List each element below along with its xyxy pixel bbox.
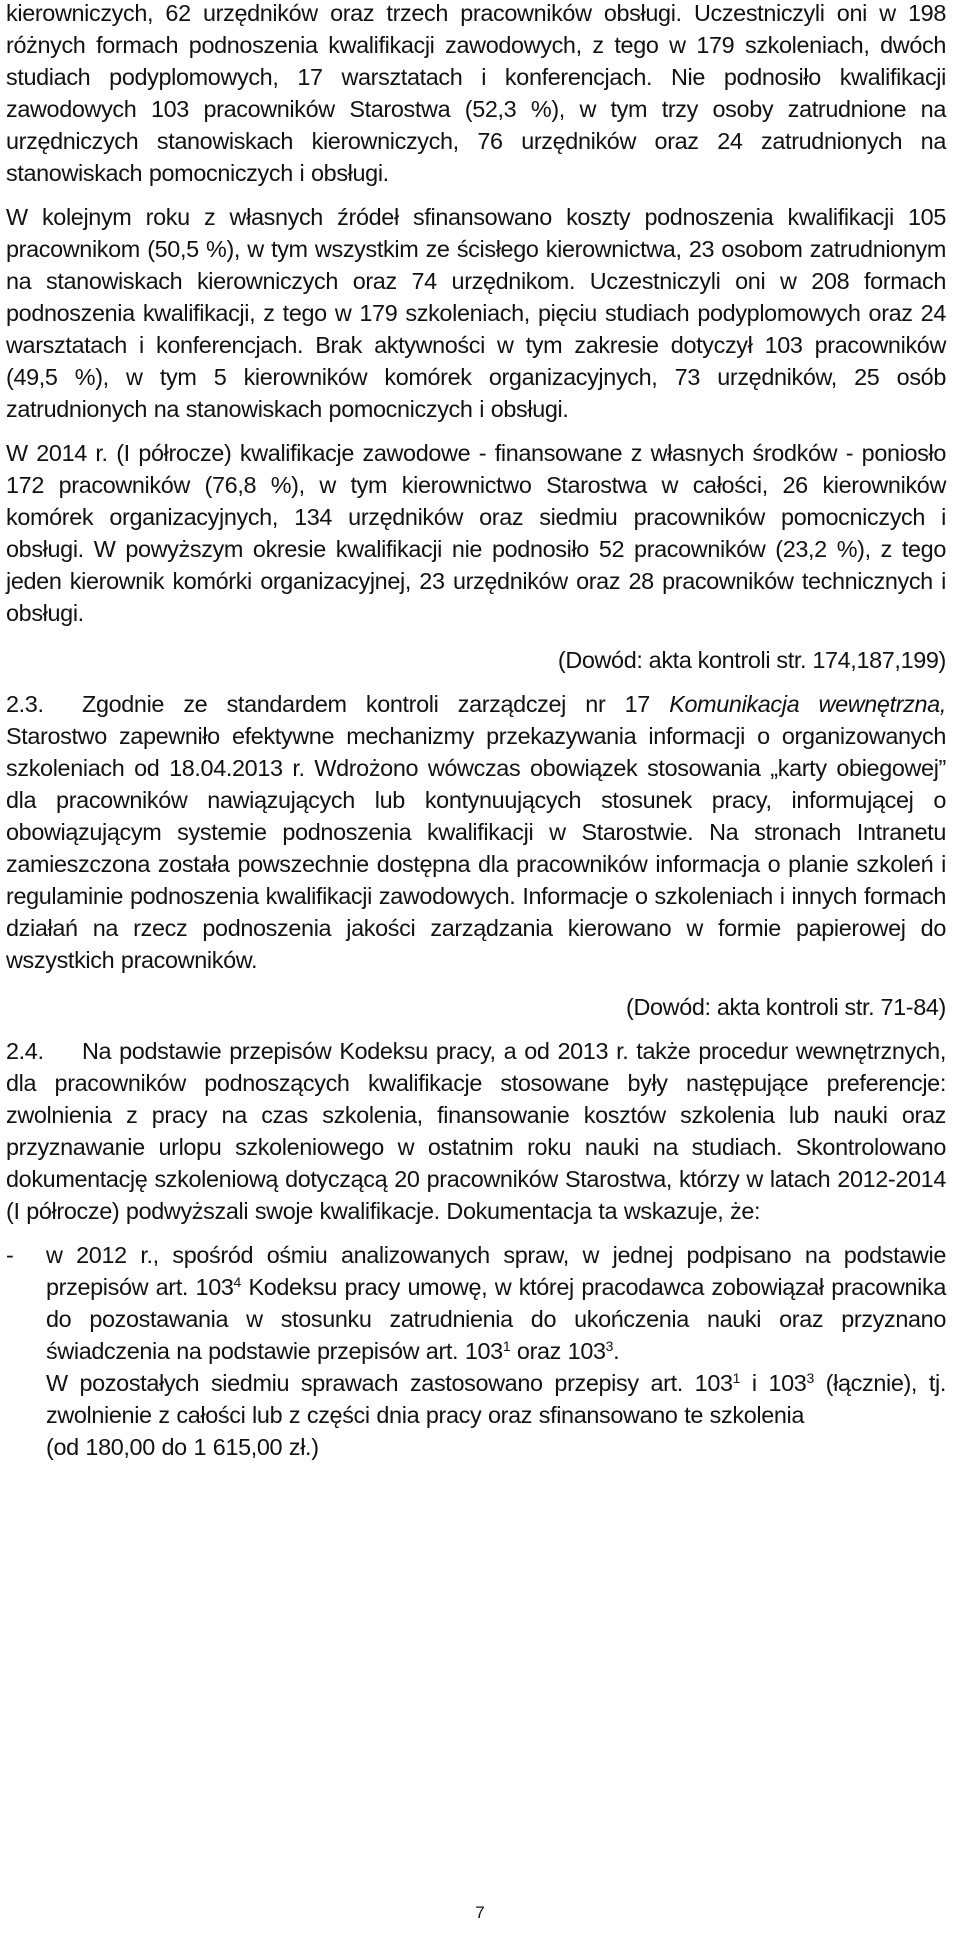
list-item-body bbox=[46, 1239, 946, 1463]
superscript: 4 bbox=[233, 1274, 241, 1290]
list-text-b3: (łącznie), tj. zwolnienie z całości lub z części dnia pracy oraz sfinansowano te szkolenia bbox=[46, 1370, 946, 1428]
list-item-amount: (od 180,00 do 1 615,00 zł.) bbox=[46, 1434, 319, 1460]
section-number: 2.3. bbox=[6, 691, 44, 717]
section-text: Na podstawie przepisów Kodeksu pracy, a od 2013 r. także procedur wewnętrznych, dla pracowników podnoszących kwalifikacje stosowane były następujące preferencje: zwolnienia z pracy na czas szkolenia, finansowanie kosztów szkolenia lub nauki oraz przyznawanie urlopu szkoleniowego w ostatnim roku nauki na studiach. Skontrolowano dokumentację szkoleniową dotyczącą 20 pracowników Starostwa, którzy w latach 2012-2014 (I półrocze) podwyższali swoje kwalifikacje. Dokumentacja ta wskazuje, że: bbox=[6, 1038, 946, 1224]
standard-title: Komunikacja wewnętrzna, bbox=[669, 691, 946, 717]
list-text-a1: w 2012 r., spośród ośmiu analizowanych spraw, w jednej podpisano na podstawie przepisów art. 103 bbox=[46, 1242, 946, 1300]
list-text-a3: oraz 103 bbox=[510, 1338, 606, 1364]
section-2-3 bbox=[6, 688, 946, 976]
paragraph-training-2012: kierowniczych, 62 urzędników oraz trzech pracowników obsługi. Uczestniczyli oni w 198 różnych formach podnoszenia kwalifikacji zawodowych, z tego w 179 szkoleniach, dwóch studiach podyplomowych, 17 warsztatach i konferencjach. Nie podnosiło kwalifikacji zawodowych 103 pracowników Starostwa (52,3 %), w tym trzy osoby zatrudnione na urzędniczych stanowiskach kierowniczych, 76 urzędników oraz 24 zatrudnionych na stanowiskach pomocniczych i obsługi. bbox=[6, 0, 946, 186]
list-text-a4: . bbox=[613, 1338, 620, 1364]
section-number: 2.4. bbox=[6, 1038, 44, 1064]
paragraph-training-2013: W kolejnym roku z własnych źródeł sfinansowano koszty podnoszenia kwalifikacji 105 pracownikom (50,5 %), w tym wszystkim ze ścisłego kierownictwa, 23 osobom zatrudnionym na stanowiskach kierowniczych oraz 74 urzędnikom. Uczestniczyli oni w 208 formach podnoszenia kwalifikacji, z tego w 179 szkoleniach, pięciu studiach podyplomowych oraz 24 warsztatach i konferencjach. Brak aktywności w tym zakresie dotyczył 103 pracowników (49,5 %), w tym 5 kierowników komórek organizacyjnych, 73 urzędników, 25 osób zatrudnionych na stanowiskach pomocniczych i obsługi. bbox=[6, 204, 946, 422]
paragraph-training-2014: W 2014 r. (I półrocze) kwalifikacje zawodowe - finansowane z własnych środków - poniosło 172 pracowników (76,8 %), w tym kierownictwo Starostwa w całości, 26 kierowników komórek organizacyjnych, 134 urzędników oraz siedmiu pracowników pomocniczych i obsługi. W powyższym okresie kwalifikacji nie podnosiło 52 pracowników (23,2 %), z tego jeden kierownik komórki organizacyjnej, 23 urzędników oraz 28 pracowników technicznych i obsługi. bbox=[6, 440, 946, 626]
section-2-4 bbox=[6, 1035, 946, 1227]
page-number: 7 bbox=[475, 1903, 485, 1922]
evidence-reference-1: (Dowód: akta kontroli str. 174,187,199) bbox=[557, 647, 946, 673]
superscript: 1 bbox=[732, 1370, 741, 1386]
list-item bbox=[6, 1239, 946, 1463]
list-text-a2: Kodeksu pracy umowę, w której pracodawca zobowiązał pracownika do pozostawania w stosunku zatrudnienia do ukończenia nauki oraz przyznano świadczenia na podstawie przepisów art. 103 bbox=[46, 1274, 947, 1364]
superscript: 3 bbox=[605, 1338, 614, 1354]
list-text-b1: W pozostałych siedmiu sprawach zastosowano przepisy art. 103 bbox=[46, 1370, 733, 1396]
list-text-b2: i 103 bbox=[740, 1370, 807, 1396]
evidence-reference-2: (Dowód: akta kontroli str. 71-84) bbox=[626, 994, 946, 1020]
section-text-after: Starostwo zapewniło efektywne mechanizmy przekazywania informacji o organizowanych szkoleniach od 18.04.2013 r. Wdrożono wówczas obowiązek stosowania „karty obiegowej” dla pracowników nawiązujących lub kontynuujących stosunek pracy, informującej o obowiązującym systemie podnoszenia kwalifikacji w Starostwie. Na stronach Intranetu zamieszczona została powszechnie dostępna dla pracowników informacja o planie szkoleń i regulaminie podnoszenia kwalifikacji zawodowych. Informacje o szkoleniach i innych formach działań na rzecz podnoszenia jakości zarządzania kierowano w formie papierowej do wszystkich pracowników. bbox=[6, 723, 946, 973]
list-dash: - bbox=[6, 1242, 14, 1268]
list-item-line-a bbox=[46, 1239, 946, 1367]
superscript: 3 bbox=[806, 1370, 814, 1386]
section-text-before: Zgodnie ze standardem kontroli zarządczej nr 17 bbox=[82, 691, 670, 717]
superscript: 1 bbox=[502, 1338, 511, 1354]
list-item-line-b bbox=[46, 1367, 946, 1431]
